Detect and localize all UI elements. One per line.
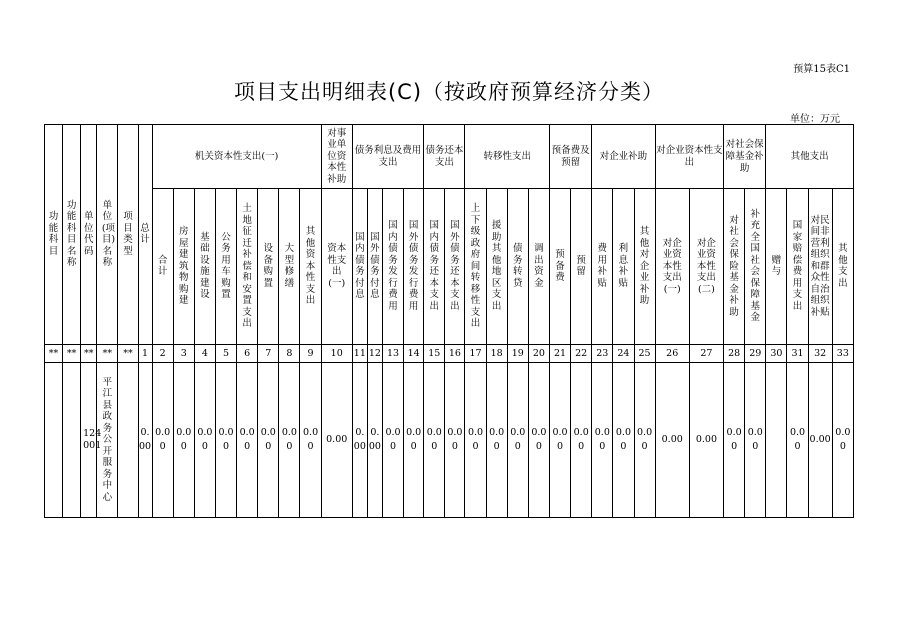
subheader: 国家赔偿费用支出	[787, 189, 808, 345]
subheader: 其他对企业补助	[634, 189, 655, 345]
header-row-groups	[45, 125, 854, 189]
data-cell: 0.00	[404, 363, 424, 518]
column-index-cell: 13	[382, 345, 403, 363]
column-index-cell: **	[97, 345, 118, 363]
subheader: 其他资本性支出	[300, 189, 321, 345]
column-index-cell: 22	[571, 345, 592, 363]
data-cell: 0.00	[634, 363, 655, 518]
subheader: 土地征迁补偿和安置支出	[237, 189, 258, 345]
group-enterprise-subsidy: 对企业补助	[592, 125, 655, 189]
subheader: 赠与	[766, 189, 787, 345]
data-cell: 0.00	[424, 363, 445, 518]
subheader: 其他支出	[832, 189, 853, 345]
data-cell: 0.00	[592, 363, 613, 518]
unit-label: 单位：万元	[790, 114, 840, 125]
column-index-cell: 12	[367, 345, 382, 363]
column-index-cell: 20	[528, 345, 549, 363]
column-index-cell: 5	[215, 345, 236, 363]
data-cell	[118, 363, 138, 518]
column-index-cell: 7	[258, 345, 279, 363]
data-cell: 0.00	[367, 363, 382, 518]
subheader: 设备购置	[258, 189, 279, 345]
data-cell: 0.00	[808, 363, 832, 518]
data-cell: 0.00	[571, 363, 592, 518]
group-reserve: 预备费及预留	[549, 125, 591, 189]
data-cell: 0.00	[655, 363, 689, 518]
group-institution-capital-subsidy: 对事业单位资本性补助	[321, 125, 352, 189]
column-index-cell: 16	[445, 345, 465, 363]
column-index-cell: 9	[300, 345, 321, 363]
subheader: 房屋建筑物购建	[173, 189, 194, 345]
subheader: 上下级政府间转移性支出	[465, 189, 486, 345]
subheader: 资本性支出(一)	[321, 189, 352, 345]
subheader: 债务转贷	[507, 189, 528, 345]
column-index-cell: 2	[152, 345, 173, 363]
column-index-cell: 17	[465, 345, 486, 363]
subheader: 预留	[571, 189, 592, 345]
data-cell	[766, 363, 787, 518]
column-index-cell: 33	[832, 345, 853, 363]
group-debt-principal: 债务还本支出	[424, 125, 465, 189]
data-cell: 0.00	[724, 363, 745, 518]
column-index-cell: 26	[655, 345, 689, 363]
subheader: 国内债务发行费用	[382, 189, 403, 345]
subheader: 合计	[152, 189, 173, 345]
data-cell: 0.00	[445, 363, 465, 518]
subheader: 援助其他地区支出	[486, 189, 507, 345]
subheader: 对企业资本性支出(一)	[655, 189, 689, 345]
group-social-security: 对社会保障基金补助	[724, 125, 766, 189]
data-cell	[63, 363, 81, 518]
data-cell: 0.00	[215, 363, 236, 518]
header-function-code: 功能科目	[45, 125, 63, 345]
data-cell: 0.00	[832, 363, 853, 518]
group-capital-expenditure: 机关资本性支出(一)	[152, 125, 321, 189]
data-cell: 0.00	[486, 363, 507, 518]
column-index-cell: 30	[766, 345, 787, 363]
column-index-cell: 15	[424, 345, 445, 363]
subheader: 预备费	[549, 189, 570, 345]
data-cell: 0.00	[549, 363, 570, 518]
data-cell: 0.00	[507, 363, 528, 518]
group-transfer: 转移性支出	[465, 125, 550, 189]
column-index-cell: 6	[237, 345, 258, 363]
data-cell	[45, 363, 63, 518]
column-index-cell: **	[118, 345, 138, 363]
unit-code-cell: 124001	[81, 363, 97, 518]
page-title: 项目支出明细表(C)（按政府预算经济分类）	[233, 80, 665, 104]
column-index-cell: **	[81, 345, 97, 363]
unit-name-cell: 平江县政务公开服务中心	[97, 363, 118, 518]
data-cell: 0.00	[258, 363, 279, 518]
subheader: 费用补贴	[592, 189, 613, 345]
subheader: 对社会保险基金补助	[724, 189, 745, 345]
column-index-cell: 19	[507, 345, 528, 363]
subheader: 国外债务发行费用	[404, 189, 424, 345]
column-index-cell: 11	[352, 345, 367, 363]
column-index-cell: 23	[592, 345, 613, 363]
subheader: 大型修缮	[279, 189, 300, 345]
column-index-cell: **	[45, 345, 63, 363]
report-table	[44, 124, 854, 518]
header-unit-code: 单位代码	[81, 125, 97, 345]
data-cell: 0.00	[528, 363, 549, 518]
column-index-cell: 24	[613, 345, 634, 363]
data-cell: 0.00	[689, 363, 723, 518]
subheader: 调出资金	[528, 189, 549, 345]
column-index-row	[45, 345, 854, 363]
column-index-cell: 32	[808, 345, 832, 363]
subheader: 公务用车购置	[215, 189, 236, 345]
table-row	[45, 363, 854, 518]
subheader: 国外债务付息	[367, 189, 382, 345]
data-cell: 0.00	[237, 363, 258, 518]
group-other: 其他支出	[766, 125, 854, 189]
subheader: 国内债务还本支出	[424, 189, 445, 345]
header-row-items	[45, 189, 854, 345]
subheader: 国内债务付息	[352, 189, 367, 345]
data-cell: 0.00	[173, 363, 194, 518]
header-unit-name: 单位(项目)名称	[97, 125, 118, 345]
data-cell: 0.00	[194, 363, 215, 518]
data-cell: 0.00	[352, 363, 367, 518]
column-index-cell: 21	[549, 345, 570, 363]
header-total: 总计	[138, 125, 152, 345]
column-index-cell: 29	[745, 345, 766, 363]
subheader: 利息补贴	[613, 189, 634, 345]
column-index-cell: 10	[321, 345, 352, 363]
data-cell: 0.00	[787, 363, 808, 518]
data-cell: 0.00	[745, 363, 766, 518]
header-function-name: 功能科目名称	[63, 125, 81, 345]
data-cell: 0.00	[382, 363, 403, 518]
column-index-cell: 28	[724, 345, 745, 363]
column-index-cell: 8	[279, 345, 300, 363]
data-cell: 0.00	[465, 363, 486, 518]
column-index-cell: **	[63, 345, 81, 363]
data-cell: 0.00	[300, 363, 321, 518]
data-cell: 0.00	[613, 363, 634, 518]
group-debt-interest: 债务利息及费用支出	[352, 125, 423, 189]
data-cell: 0.00	[152, 363, 173, 518]
data-cell: 0.00	[138, 363, 152, 518]
column-index-cell: 31	[787, 345, 808, 363]
subheader: 国外债务还本支出	[445, 189, 465, 345]
column-index-cell: 3	[173, 345, 194, 363]
column-index-cell: 1	[138, 345, 152, 363]
column-index-cell: 18	[486, 345, 507, 363]
header-project-type: 项目类型	[118, 125, 138, 345]
data-cell: 0.00	[321, 363, 352, 518]
data-cell: 0.00	[279, 363, 300, 518]
column-index-cell: 14	[404, 345, 424, 363]
form-code: 预算15表C1	[793, 64, 850, 75]
subheader: 基础设施建设	[194, 189, 215, 345]
subheader: 补充全国社会保障基金	[745, 189, 766, 345]
column-index-cell: 25	[634, 345, 655, 363]
column-index-cell: 4	[194, 345, 215, 363]
subheader: 对民间非营利组织和群众性自治组织补贴	[808, 189, 832, 345]
group-enterprise-capital: 对企业资本性支出	[655, 125, 723, 189]
subheader: 对企业资本性支出(二)	[689, 189, 723, 345]
column-index-cell: 27	[689, 345, 723, 363]
